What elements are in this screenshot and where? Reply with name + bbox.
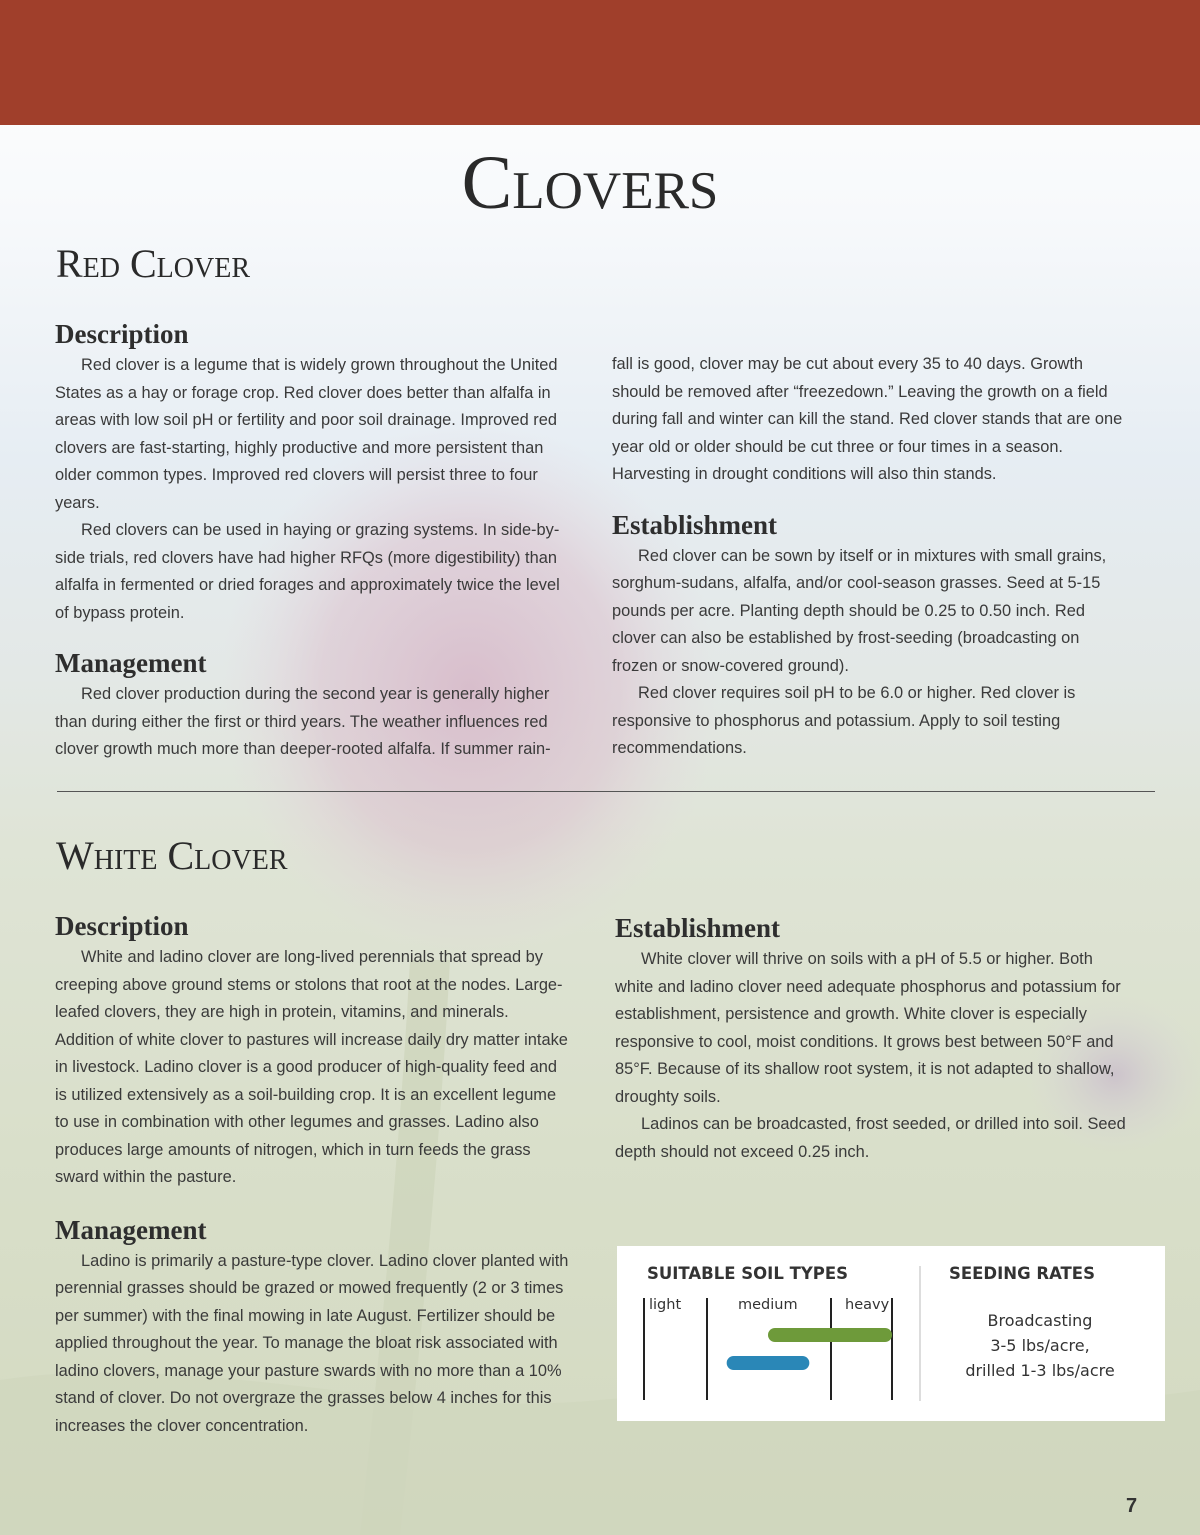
red-establishment-heading: Establishment (612, 509, 778, 540)
soil-label-heavy: heavy (845, 1297, 890, 1313)
seeding-line-1: Broadcasting (987, 1311, 1093, 1330)
white-clover-right-column (615, 912, 1130, 1166)
seeding-line-2: 3-5 lbs/acre, (990, 1336, 1090, 1355)
white-description-heading: Description (55, 911, 189, 941)
red-management-heading: Management (55, 648, 207, 678)
red-description-heading: Description (55, 319, 189, 349)
red-management-p1: Red clover production during the second year is generally higher than during either the first or third years. The weather influences red clover growth much more than deeper-rooted alfalfa. If summer rain- (55, 685, 551, 758)
white-management-p1: Ladino is primarily a pasture-type clover. Ladino clover planted with perennial grasses should be grazed or mowed frequently (2 or 3 times per summer) with the final mowing in late August. Fertilizer should be applied throughout the year. To manage the bloat risk associated with ladino clovers, manage your pasture swards with no more than a 10% stand of clover. Do not overgraze the grasses below 4 inches for this increases the clover concentration. (55, 1251, 569, 1435)
seeding-line-3: drilled 1-3 lbs/acre (965, 1361, 1115, 1380)
page-number: 7 (1126, 1495, 1138, 1517)
red-description-p2: Red clovers can be used in haying or grazing systems. In side-by-side trials, red clovers have had higher RFQs (more digestibility) than alfalfa in fermented or dried forages and approximately twice the level of bypass protein. (55, 521, 560, 622)
soil-chart-title: SUITABLE SOIL TYPES (647, 1264, 849, 1283)
seeding-rates-text (935, 1308, 1145, 1383)
white-establishment-p2: Ladinos can be broadcasted, frost seeded, or drilled into soil. Seed depth should not exceed 0.25 inch. (615, 1115, 1126, 1161)
red-description-p1: Red clover is a legume that is widely grown throughout the United States as a hay or forage crop. Red clover does better than alfalfa in areas with low soil pH or fertility and poor soil drainage. Improved red clovers are fast-starting, highly productive and more persistent than older common types. Improved red clovers will persist three to four years. (55, 356, 558, 512)
white-description-p1: White and ladino clover are long-lived perennials that spread by creeping above ground stems or stolons that root at the nodes. Large-leafed clovers, they are high in protein, vitamins, and minerals. Addition of white clover to pastures will increase daily dry matter intake in livestock. Ladino clover is a good producer of high-quality feed and is utilized extensively as a soil-building crop. It is an excellent legume to use in combination with other legumes and grasses. Ladino also produces large amounts of nitrogen, which in turn feeds the grass sward within the pasture. (55, 948, 568, 1186)
red-clover-right-column (612, 351, 1127, 763)
red-management-cont: fall is good, clover may be cut about every 35 to 40 days. Growth should be removed after “freezedown.” Leaving the growth on a field during fall and winter can kill the stand. Red clover stands that are one year old or older should be cut three or four times in a season. Harvesting in drought conditions will also thin stands. (612, 355, 1123, 483)
white-clover-left-column (55, 910, 570, 1440)
white-establishment-heading: Establishment (615, 913, 781, 943)
white-management-heading: Management (55, 1214, 207, 1245)
soil-label-light: light (649, 1297, 682, 1313)
soil-label-medium: medium (738, 1297, 798, 1313)
soil-seeding-box (617, 1246, 1165, 1421)
red-establishment-p2: Red clover requires soil pH to be 6.0 or higher. Red clover is responsive to phosphorus and potassium. Apply to soil testing recommendations. (612, 684, 1076, 757)
white-clover-title: White Clover (56, 833, 288, 878)
top-color-band (0, 0, 1200, 125)
red-clover-left-column (55, 318, 570, 764)
section-divider (57, 791, 1155, 792)
red-clover-title: Red Clover (56, 241, 251, 286)
page-title: Clovers (461, 141, 719, 225)
seeding-title: SEEDING RATES (949, 1264, 1095, 1283)
red-establishment-p1: Red clover can be sown by itself or in mixtures with small grains, sorghum-sudans, alfalfa, and/or cool-season grasses. Seed at 5-15 pounds per acre. Planting depth should be 0.25 to 0.50 inch. Red clover can also be established by frost-seeding (broadcasting on frozen or snow-covered ground). (612, 546, 1107, 675)
white-establishment-p1: White clover will thrive on soils with a pH of 5.5 or higher. Both white and ladino clover need adequate phosphorus and potassium for establishment, persistence and growth. White clover is especially responsive to cool, moist conditions. It grows best between 50°F and 85°F. Because of its shallow root system, it is not adapted to shallow, droughty soils. (615, 950, 1121, 1106)
